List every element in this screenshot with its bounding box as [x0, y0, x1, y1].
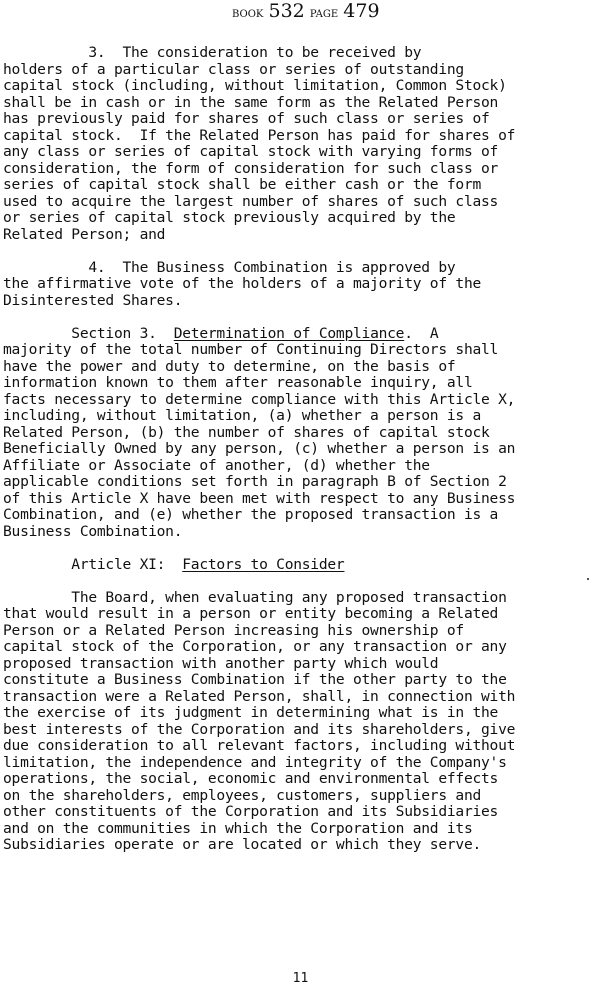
text-line: 4. The Business Combination is approved by [3, 258, 456, 276]
text-line: capital stock of the Corporation, or any transaction or any [3, 638, 507, 655]
paragraph-3 [3, 45, 601, 243]
book-number: 532 [268, 0, 305, 22]
scan-speck [587, 578, 589, 580]
page-reference: 479 [343, 0, 380, 22]
text-line: consideration, the form of consideration for such class or [3, 159, 499, 177]
text-line: due consideration to all relevant factors, including without [3, 737, 516, 754]
text-line: facts necessary to determine compliance with this Article X, [3, 390, 516, 408]
text-line: information known to them after reasonable inquiry, all [3, 374, 473, 391]
text-line: has previously paid for shares of such class or series of [3, 110, 490, 127]
text-line: series of capital stock shall be either cash or the form [3, 176, 482, 193]
text-line: on the shareholders, employees, customers, suppliers and [3, 786, 482, 804]
text-line: the exercise of its judgment in determining what is in the [3, 704, 499, 721]
text-line: Affiliate or Associate of another, (d) whether the [3, 456, 430, 474]
page-label: PAGE [309, 9, 339, 20]
text-line: the affirmative vote of the holders of a majority of the [3, 275, 482, 292]
article-11-heading-line [3, 557, 601, 574]
paragraph-spacer [3, 540, 601, 557]
section-3-lead: Section 3. [3, 324, 174, 342]
text-line: used to acquire the largest number of shares of such class [3, 192, 499, 210]
paragraph-spacer [3, 309, 601, 326]
document-body [3, 45, 601, 854]
text-line: transaction were a Related Person, shall, in connection with [3, 687, 516, 705]
paragraph-4 [3, 260, 601, 310]
text-line: capital stock. If the Related Person has paid for shares of [3, 126, 516, 144]
text-line: Beneficially Owned by any person, (c) whether a person is an [3, 440, 516, 457]
section-3-heading: Determination of Compliance [173, 324, 405, 342]
text-line: and on the communities in which the Corporation and its [3, 819, 473, 837]
article-11-lead: Article XI: [3, 555, 183, 573]
text-line: 3. The consideration to be received by [3, 44, 422, 61]
text-line: including, without limitation, (a) whether a person is a [3, 407, 482, 424]
text-line: majority of the total number of Continuing Directors shall [3, 341, 499, 358]
text-line: that would result in a person or entity becoming a Related [3, 605, 499, 622]
section-3-heading-line [3, 326, 601, 343]
text-line: proposed transaction with another party which would [3, 654, 439, 672]
article-11-heading: Factors to Consider [182, 555, 345, 573]
text-line: operations, the social, economic and environmental effects [3, 770, 499, 787]
text-line: limitation, the independence and integrity of the Company's [3, 753, 507, 771]
text-line: Subsidiaries operate or are located or which they serve. [3, 836, 482, 853]
board-paragraph [3, 590, 601, 854]
text-line: applicable conditions set forth in paragraph B of Section 2 [3, 473, 507, 490]
book-label: BOOK [232, 9, 264, 20]
text-line: Disinterested Shares. [3, 291, 183, 309]
text-line: Business Combination. [3, 522, 183, 540]
text-line: best interests of the Corporation and its shareholders, give [3, 720, 516, 738]
text-line: constitute a Business Combination if the other party to the [3, 671, 507, 688]
paragraph-spacer [3, 573, 601, 590]
text-line: Related Person; and [3, 225, 166, 243]
text-line: any class or series of capital stock with varying forms of [3, 143, 499, 160]
text-line: The Board, when evaluating any proposed transaction [3, 588, 507, 606]
text-line: Related Person, (b) the number of shares of capital stock [3, 423, 490, 441]
page-number: 11 [292, 971, 309, 986]
text-line: holders of a particular class or series of outstanding [3, 60, 464, 78]
section-3 [3, 326, 601, 541]
text-line: or series of capital stock previously acquired by the [3, 209, 456, 226]
text-line: shall be in cash or in the same form as the Related Person [3, 93, 499, 111]
book-page-stamp [232, 0, 402, 22]
text-line: have the power and duty to determine, on the basis of [3, 357, 456, 375]
text-line: Combination, and (e) whether the proposed transaction is a [3, 506, 499, 523]
section-3-lead-tail: . A [404, 324, 439, 342]
text-line: Person or a Related Person increasing his ownership of [3, 621, 464, 639]
text-line: capital stock (including, without limitation, Common Stock) [3, 77, 507, 94]
text-line: other constituents of the Corporation and its Subsidiaries [3, 803, 499, 820]
text-line: of this Article X have been met with respect to any Business [3, 489, 516, 507]
paragraph-spacer [3, 243, 601, 260]
